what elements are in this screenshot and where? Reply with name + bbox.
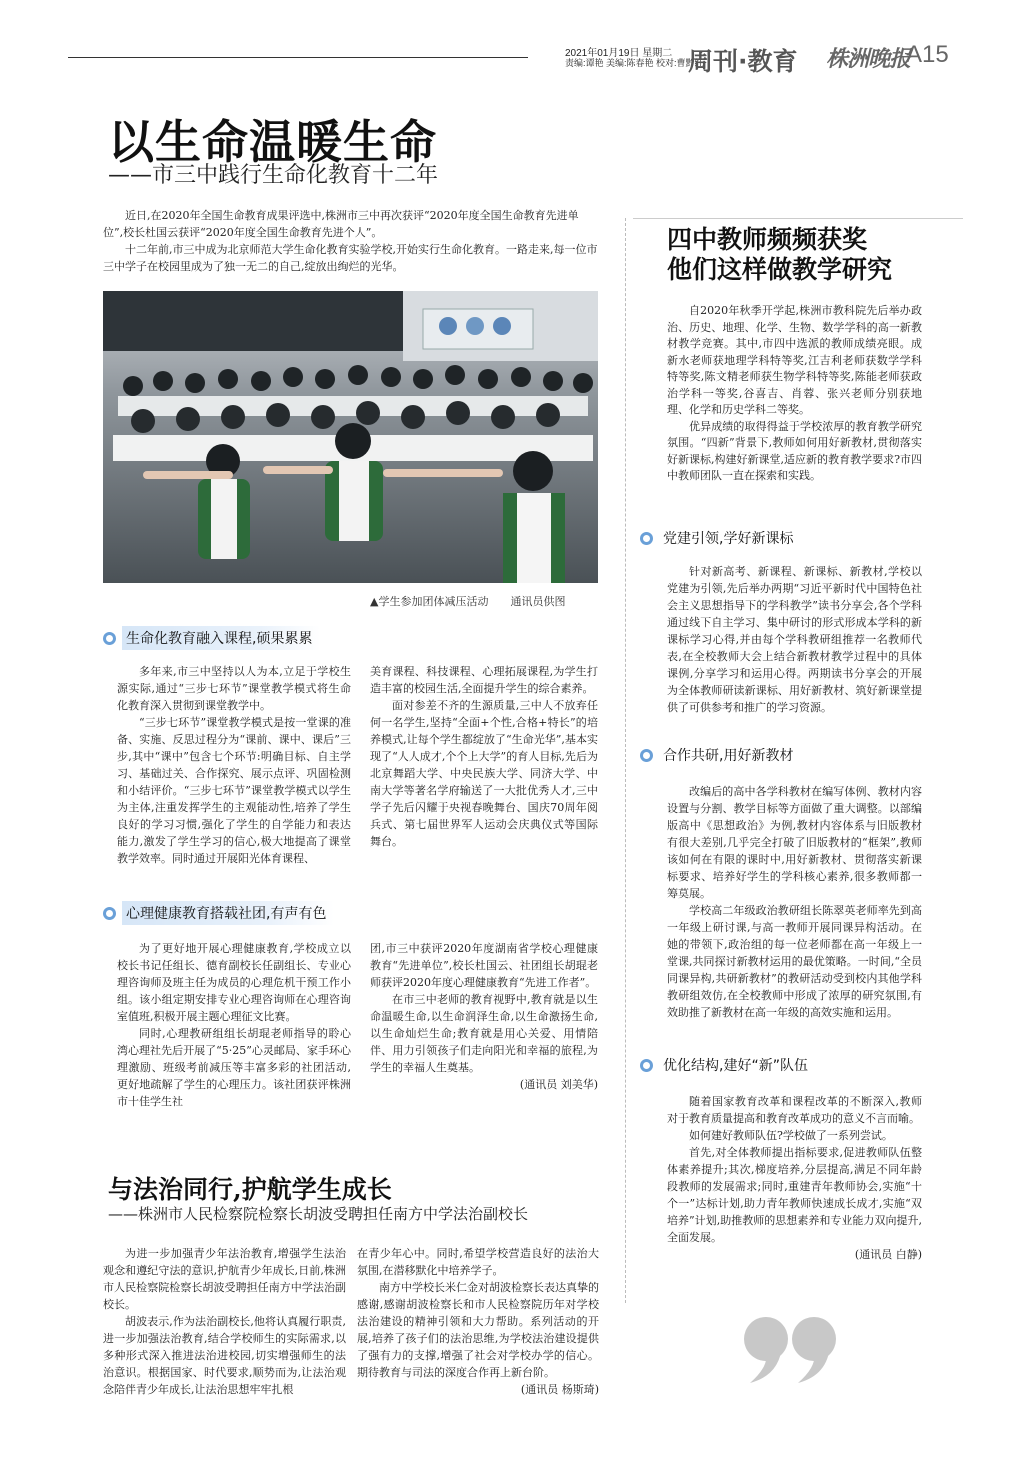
- paragraph: 为了更好地开展心理健康教育,学校成立以校长书记任组长、德育副校长任副组长、专业心理咨询师及班主任为成员的心理危机干预工作小组。该小组定期安排专业心理咨询师在心理咨询室值班,积极开展主题心理征文比赛。: [117, 942, 351, 1023]
- section-heading: 党建引领,学好新课标: [640, 527, 801, 549]
- section-heading: 心理健康教育搭载社团,有声有色: [103, 902, 334, 924]
- section-name: 周刊·教育: [688, 47, 798, 76]
- column-divider: [625, 218, 626, 1303]
- intro-paragraph: 近日,在2020年全国生命教育成果评选中,株洲市三中再次获评“2020年度全国生命教育先进单位”,校长杜国云获评“2020年度全国生命教育先进个人”。: [103, 209, 579, 239]
- section-heading: 合作共研,用好新教材: [640, 744, 801, 766]
- paragraph: 多年来,市三中坚持以人为本,立足于学校生源实际,通过“三步七环节”课堂教学模式将生命化教育深入贯彻到课堂教学中。: [117, 665, 351, 712]
- page-number: A15: [906, 41, 949, 68]
- main-article-intro: [103, 207, 598, 275]
- right-section1-text: [667, 563, 922, 716]
- paragraph: 首先,对全体教师提出指标要求,促进教师队伍整体素养提升;其次,梯度培养,分层提高,满足不同年龄段教师的发展需求;同时,重建青年教师协会,实施“十个一”达标计划,助力青年教师快速成长成才,实施“双培养”计划,助推教师的思想素养和专业能力双向提升,全面发展。: [667, 1146, 922, 1244]
- quote-mark-icon: [742, 1315, 842, 1385]
- photo-caption: ▲学生参加团体减压活动 通讯员供图: [370, 595, 566, 608]
- section2-column-2: [370, 940, 598, 1093]
- bullet-icon: [640, 532, 653, 545]
- bullet-icon: [640, 1059, 653, 1072]
- law-column-2: [357, 1245, 599, 1398]
- main-article-subtitle: ——市三中践行生命化教育十二年: [108, 163, 439, 188]
- byline: (通讯员 刘美华): [519, 1078, 598, 1091]
- paragraph: 在市三中老师的教育视野中,教育就是以生命温暖生命,以生命润泽生命,以生命激扬生命,以生命灿烂生命;教育就是用心关爱、用情陪伴、用力引领孩子们走向阳光和幸福的旅程,为学生的幸福人生奠基。: [370, 993, 598, 1074]
- byline: (通讯员 杨斯琦): [520, 1383, 599, 1396]
- newspaper-masthead-logo: 株洲晚报: [826, 46, 911, 72]
- paragraph: 美育课程、科技课程、心理拓展课程,为学生打造丰富的校园生活,全面提升学生的综合素养。: [370, 665, 598, 695]
- section1-column-2: [370, 663, 598, 850]
- paragraph: 为进一步加强青少年法治教育,增强学生法治观念和遵纪守法的意识,护航青少年成长,日前,株洲市人民检察院检察长胡波受聘担任南方中学法治副校长。: [103, 1247, 346, 1311]
- paragraph: 面对参差不齐的生源质量,三中人不放弃任何一名学生,坚持“全面+个性,合格+特长”的培养模式,让每个学生都绽放了“生命光华”,基本实现了“人人成才,个个上大学”的育人目标,先后为北京舞蹈大学、中央民族大学、同济大学、中南大学等著名学府输送了一大批优秀人才,三中学子先后闪耀于央视春晚舞台、国庆70周年阅兵式、第七届世界军人运动会庆典仪式等国际舞台。: [370, 699, 598, 848]
- right-section3-text: [667, 1093, 922, 1263]
- right-article-intro: [667, 303, 922, 485]
- byline: (通讯员 白静): [854, 1248, 922, 1261]
- paragraph: 同时,心理教研组组长胡琨老师指导的聆心湾心理社先后开展了“5·25”心灵邮局、家手环心理激励、班级考前减压等丰富多彩的社团活动,更好地疏解了学生的心理压力。该社团获评株洲市十佳学生社: [117, 1027, 351, 1108]
- right-section2-text: [667, 783, 922, 1021]
- paragraph: 学校高二年级政治教研组长陈翠英老师率先到高一年级上研讨课,与高一教师开展同课异构活动。在她的带领下,政治组的每一位老师都在高一年级上一堂课,共同探讨新教材运用的最优策略。一时间,“全员同课异构,共研新教材”的教研活动受到校内其他学科教研组效仿,在全校教师中形成了浓厚的研究氛围,有效助推了新教材在高一年级的高效实施和运用。: [667, 904, 922, 1019]
- paragraph: 针对新高考、新课程、新课标、新教材,学校以党建为引领,先后举办两期“习近平新时代中国特色社会主义思想指导下的学科教学”读书分享会,各个学科通过线下自主学习、集中研讨的形式形成本学科的新课标学习心得,并由每个学科教研组推荐一名教师代表,在全校教师大会上结合新教材教学过程中的具体课例,分享学习和运用心得。两期读书分享会的开展为全体教师研读新课标、用好新教材、筑好新课堂提供了可供参考和推广的学习资源。: [667, 565, 922, 714]
- bullet-icon: [103, 907, 116, 920]
- section2-column-1: [117, 940, 351, 1110]
- right-article-title: 四中教师频频获奖 他们这样做教学研究: [667, 225, 893, 284]
- section1-column-1: [117, 663, 351, 867]
- students-activity-photo: [103, 291, 598, 583]
- paragraph: 优异成绩的取得得益于学校浓厚的教育教学研究氛围。“四新”背景下,教师如何用好新教材,贯彻落实好新课标,构建好新课堂,适应新的教育教学要求?市四中教师团队一直在探索和实践。: [667, 419, 922, 482]
- paragraph: 团,市三中获评2020年度湖南省学校心理健康教育“先进单位”,校长杜国云、社团组长胡琨老师获评2020年度心理健康教育“先进工作者”。: [370, 942, 598, 989]
- section-heading: 生命化教育融入课程,硕果累累: [103, 627, 320, 649]
- law-article-subtitle: ——株洲市人民检察院检察长胡波受聘担任南方中学法治副校长: [108, 1205, 529, 1223]
- bullet-icon: [640, 749, 653, 762]
- paragraph: 自2020年秋季开学起,株洲市教科院先后举办政治、历史、地理、化学、生物、数学学科的高一新教材教学竞赛。其中,市四中选派的教师成绩亮眼。成新水老师获地理学科特等奖,江吉利老师获数学学科特等奖,陈文精老师获生物学科特等奖,陈能老师获政治学科一等奖,谷喜吉、肖蓉、张兴老师分别获地理、化学和历史学科二等奖。: [667, 304, 922, 416]
- header-rule: [68, 57, 528, 58]
- law-article-title: 与法治同行,护航学生成长: [108, 1175, 392, 1204]
- intro-paragraph: 十二年前,市三中成为北京师范大学生命化教育实验学校,开始实行生命化教育。一路走来,每一位市三中学子在校园里成为了独一无二的自己,绽放出绚烂的光华。: [103, 243, 598, 273]
- paragraph: 如何建好教师队伍?学校做了一系列尝试。: [689, 1129, 893, 1142]
- section-heading: 优化结构,建好“新”队伍: [640, 1054, 816, 1076]
- paragraph: 改编后的高中各学科教材在编写体例、教材内容设置与分割、教学目标等方面做了重大调整。以部编版高中《思想政治》为例,教材内容体系与旧版教材有很大差别,几乎完全打破了旧版教材的“框架”,教师该如何在有限的课时中,用好新教材、贯彻落实新课标要求、培养好学生的学科核心素养,很多教师都一筹莫展。: [667, 785, 922, 900]
- paragraph: 南方中学校长米仁金对胡波检察长表达真挚的感谢,感谢胡波检察长和市人民检察院历年对学校法治建设的精神引领和大力帮助。系列活动的开展,培养了孩子们的法治思维,为学校法治建设提供了强有力的支撑,增强了社会对学校办学的信心。期待教育与司法的深度合作再上新台阶。: [357, 1281, 599, 1379]
- paragraph: 随着国家教育改革和课程改革的不断深入,教师对于教育质量提高和教育改革成功的意义不言而喻。: [667, 1095, 922, 1125]
- editor-credits: 责编:谭艳 美编:陈春艳 校对:曹黔红: [565, 58, 704, 68]
- bullet-icon: [103, 632, 116, 645]
- main-article-title: 以生命温暖生命: [108, 115, 437, 169]
- paragraph: “三步七环节”课堂教学模式是按一堂课的准备、实施、反思过程分为“课前、课中、课后”三步,其中“课中”包含七个环节:明确目标、自主学习、基础过关、合作探究、展示点评、巩固检测和小结评价。“三步七环节”课堂教学模式以学生为主体,注重发挥学生的主观能动性,培养了学生良好的学习习惯,强化了学生的自学能力和表达能力,激发了学生学习的信心,极大地提高了课堂教学效率。同时通过开展阳光体育课程、: [117, 716, 351, 865]
- issue-date: 2021年01月19日 星期二: [565, 48, 673, 59]
- right-article-rule: [633, 218, 963, 219]
- paragraph: 在青少年心中。同时,希望学校营造良好的法治大氛围,在潜移默化中培养学子。: [357, 1247, 599, 1277]
- paragraph: 胡波表示,作为法治副校长,他将认真履行职责,进一步加强法治教育,结合学校师生的实际需求,以多种形式深入推进法治进校园,切实增强师生的法治意识。根据国家、时代要求,顺势而为,让法治观念陪伴青少年成长,让法治思想牢牢扎根: [103, 1315, 346, 1396]
- law-column-1: [103, 1245, 346, 1398]
